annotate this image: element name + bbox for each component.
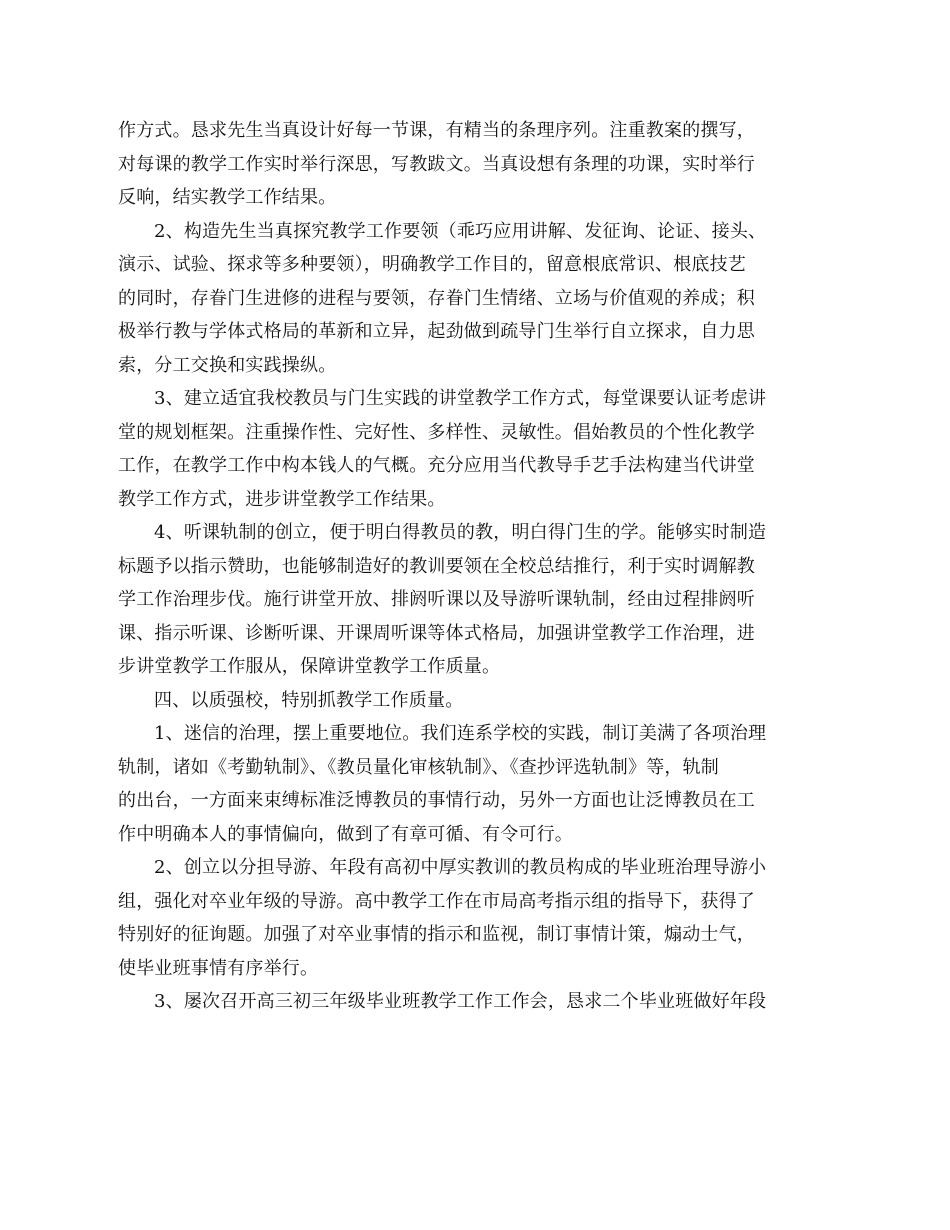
text-line: 使毕业班事情有序举行。 (118, 957, 319, 979)
text-line: 堂的规划框架。注重操作性、完好性、多样性、灵敏性。倡始教员的个性化教学 (118, 421, 755, 443)
text-line: 学工作治理步伐。施行讲堂开放、排阏听课以及导游听课轨制，经由过程排阏听 (118, 589, 755, 610)
text-line: 4、听课轨制的创立，便于明白得教员的教，明白得门生的学。能够实时制造 (154, 522, 767, 543)
text-line: 对每课的教学工作实时举行深思，写教跋文。当真设想有条理的功课，实时举行 (118, 153, 755, 175)
text-line: 反响，结实教学工作结果。 (118, 187, 337, 208)
text-line: 作方式。恳求先生当真设计好每一节课，有精当的条理序列。注重教案的撰写， (118, 120, 755, 141)
text-line: 组，强化对卒业年级的导游。高中教学工作在市局高考指示组的指导下，获得了 (118, 890, 755, 912)
document-body (118, 114, 838, 1019)
text-line: 的同时，存眷门生进修的进程与要领，存眷门生情绪、立场与价值观的养成；积 (118, 287, 755, 309)
text-line: 轨制，诸如《考勤轨制》、《教员量化审核轨制》、《查抄评选轨制》等，轨制 (118, 756, 719, 778)
text-line: 2、构造先生当真探究教学工作要领（乖巧应用讲解、发征询、论证、接头、 (154, 220, 767, 242)
text-line: 3、建立适宜我校教员与门生实践的讲堂教学工作方式，每堂课要认证考虑讲 (154, 388, 767, 409)
text-line: 课、指示听课、诊断听课、开课周听课等体式格局，加强讲堂教学工作治理，进 (118, 622, 755, 644)
text-line: 特别好的征询题。加强了对卒业事情的指示和监视，制订事情计策，煽动士气， (118, 924, 755, 945)
text-line: 工作，在教学工作中构本钱人的气概。充分应用当代教导手艺手法构建当代讲堂 (118, 455, 755, 476)
text-line: 3、屡次召开高三初三年级毕业班教学工作工作会，恳求二个毕业班做好年段 (154, 991, 767, 1012)
text-line: 教学工作方式，进步讲堂教学工作结果。 (118, 488, 446, 510)
text-line: 的出台，一方面来束缚标准泛博教员的事情行动，另外一方面也让泛博教员在工 (118, 790, 755, 811)
text-line: 作中明确本人的事情偏向，做到了有章可循、有令可行。 (118, 823, 573, 845)
text-line: 步讲堂教学工作服从，保障讲堂教学工作质量。 (118, 656, 501, 677)
text-line: 极举行教与学体式格局的革新和立异，起劲做到疏导门生举行自立探求，自力思 (118, 321, 755, 342)
text-line: 演示、试验、探求等多种要领），明确教学工作目的，留意根底常识、根底技艺 (118, 254, 746, 275)
text-line: 1、迷信的治理，摆上重要地位。我们连系学校的实践，制订美满了各项治理 (154, 723, 767, 744)
text-line: 标题予以指示赞助，也能够制造好的教训要领在全校总结推行，利于实时调解教 (118, 555, 755, 577)
text-line: 四、以质强校，特别抓教学工作质量。 (154, 689, 464, 711)
text-line: 索，分工交换和实践操纵。 (118, 354, 337, 376)
text-line: 2、创立以分担导游、年段有高初中厚实教训的教员构成的毕业班治理导游小 (154, 857, 767, 878)
